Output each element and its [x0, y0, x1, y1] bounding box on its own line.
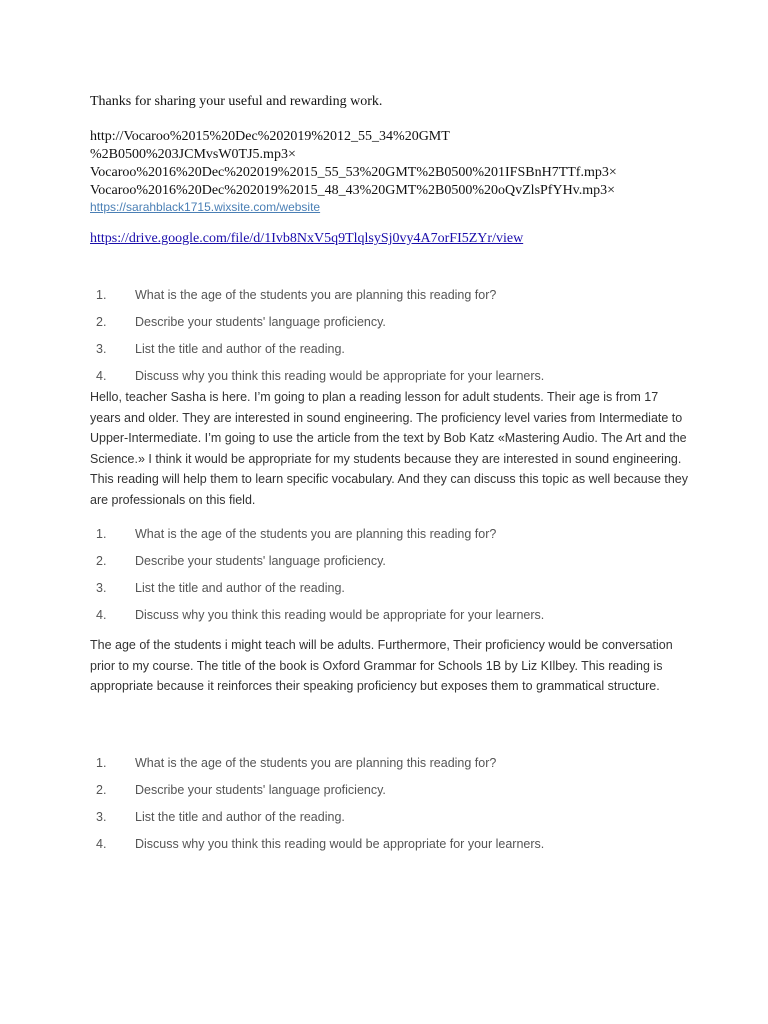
item-text: Describe your students' language proficiency. [135, 783, 386, 797]
answer-paragraph: Hello, teacher Sasha is here. I’m going to plan a reading lesson for adult students. Their age is from 17 years and older. They are interested in sound engineering. The proficiency level varies from Intermediate to Upper-Intermediate. I’m going to use the article from the text by Bob Katz «Mastering Audio. The Art and the Science.» I think it would be appropriate for my students because they are interested in sound engineering. This reading will help them to learn specific vocabulary. And they can discuss this topic as well because they are professionals on this field. [90, 390, 688, 507]
item-text: List the title and author of the reading. [135, 581, 345, 595]
audio-link-line[interactable]: Vocaroo%2016%20Dec%202019%2015_55_53%20GMT%2B0500%201IFSBnH7TTf.mp3× [90, 165, 617, 180]
list-item [90, 607, 690, 634]
item-text: What is the age of the students you are planning this reading for? [135, 756, 497, 770]
item-text: List the title and author of the reading. [135, 342, 345, 356]
item-text: Discuss why you think this reading would be appropriate for your learners. [135, 369, 545, 383]
question-list [90, 755, 690, 863]
item-number: 3. [96, 810, 107, 824]
question-list [90, 287, 690, 395]
item-text: Discuss why you think this reading would be appropriate for your learners. [135, 837, 545, 851]
list-item [90, 341, 690, 368]
wix-link[interactable]: https://sarahblack1715.wixsite.com/website [90, 200, 321, 214]
list-item [90, 809, 690, 836]
item-text: What is the age of the students you are planning this reading for? [135, 527, 497, 541]
list-item [90, 314, 690, 341]
answer-paragraph: The age of the students i might teach will be adults. Furthermore, Their proficiency would be conversation prior to my course. The title of the book is Oxford Grammar for Schools 1B by Liz KIlbey. This reading is appropriate because it reinforces their speaking proficiency but exposes them to grammatical structure. [90, 638, 673, 694]
list-item [90, 526, 690, 553]
item-number: 3. [96, 342, 107, 356]
item-number: 3. [96, 581, 107, 595]
item-number: 4. [96, 369, 107, 383]
item-number: 2. [96, 315, 107, 329]
question-list [90, 526, 690, 634]
list-item [90, 782, 690, 809]
list-item [90, 287, 690, 314]
item-text: List the title and author of the reading. [135, 810, 345, 824]
item-number: 1. [96, 756, 107, 770]
item-number: 1. [96, 527, 107, 541]
item-text: What is the age of the students you are planning this reading for? [135, 288, 497, 302]
item-text: Discuss why you think this reading would be appropriate for your learners. [135, 608, 545, 622]
list-item [90, 755, 690, 782]
list-item [90, 836, 690, 863]
audio-link-line[interactable]: %2B0500%203JCMvsW0TJ5.mp3× [90, 147, 296, 162]
list-item [90, 580, 690, 607]
item-number: 4. [96, 608, 107, 622]
item-text: Describe your students' language proficiency. [135, 315, 386, 329]
thanks-text: Thanks for sharing your useful and rewarding work. [90, 94, 383, 109]
item-number: 4. [96, 837, 107, 851]
item-number: 2. [96, 554, 107, 568]
audio-links [90, 128, 617, 200]
audio-link-line[interactable]: Vocaroo%2016%20Dec%202019%2015_48_43%20GMT%2B0500%20oQvZlsPfYHv.mp3× [90, 183, 616, 198]
drive-link[interactable]: https://drive.google.com/file/d/1Ivb8NxV5q9TlqlsySj0vy4A7orFI5ZYr/view [90, 231, 524, 246]
item-number: 1. [96, 288, 107, 302]
audio-link-line[interactable]: http://Vocaroo%2015%20Dec%202019%2012_55_34%20GMT [90, 129, 450, 144]
item-number: 2. [96, 783, 107, 797]
list-item [90, 553, 690, 580]
item-text: Describe your students' language proficiency. [135, 554, 386, 568]
